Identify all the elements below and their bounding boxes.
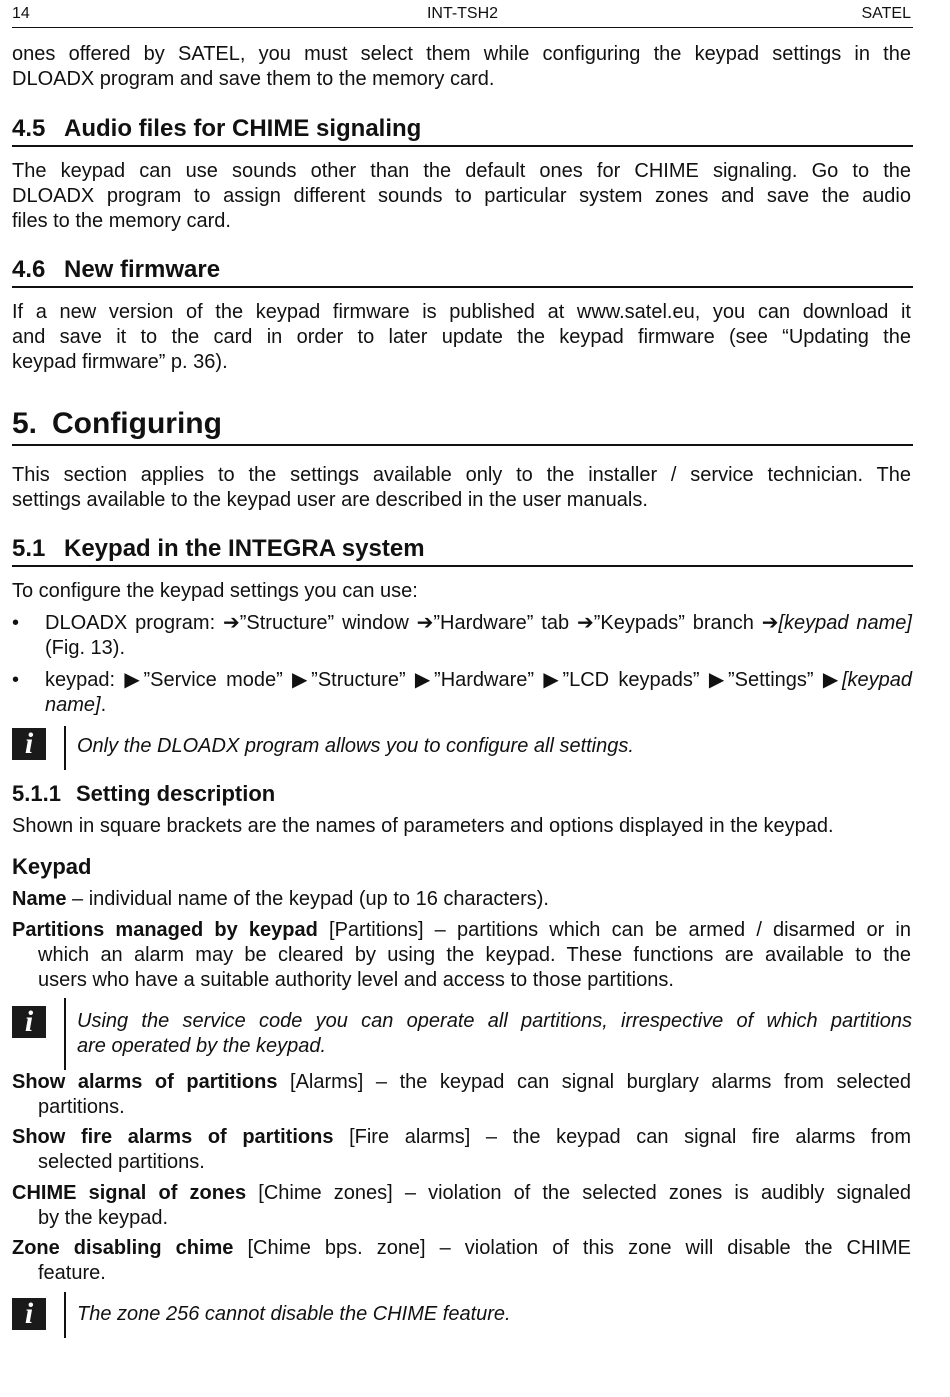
text-line: settings available to the keypad user are described in the user manuals. <box>12 489 648 511</box>
text-line: This section applies to the settings available only to the installer / service technician. The <box>12 464 911 486</box>
bullet-text-part: . <box>100 694 107 716</box>
definition-zone-disabling-chime <box>12 1236 911 1286</box>
bullet-dot: • <box>12 612 20 634</box>
definition-term: Show alarms of partitions <box>12 1071 278 1093</box>
note-text: The zone 256 cannot disable the CHIME feature. <box>77 1303 511 1325</box>
definition-text: [Fire alarms] – the keypad can signal fire alarms from <box>333 1126 911 1148</box>
text-line: DLOADX program and save them to the memory card. <box>12 68 495 90</box>
section-title: Audio files for CHIME signaling <box>64 115 422 142</box>
definition-text: [Chime bps. zone] – violation of this zone will disable the CHIME <box>233 1237 911 1259</box>
definition-text: [Partitions] – partitions which can be armed / disarmed or in <box>317 919 912 941</box>
note-dloadx-only <box>12 726 912 770</box>
text-line: which an alarm may be cleared by using the keypad. These functions are available to the <box>38 944 911 966</box>
brand-name: SATEL <box>861 5 911 22</box>
section-5-1-heading <box>12 534 913 567</box>
bullet-dloadx <box>12 611 912 661</box>
section-title: Configuring <box>52 407 222 440</box>
note-divider <box>64 998 66 1070</box>
text-line: DLOADX program to assign different sounds to particular system zones and save the audio <box>12 185 911 207</box>
info-icon: i <box>12 1006 46 1038</box>
bullet-text <box>45 668 912 718</box>
section-title: Setting description <box>76 781 276 806</box>
definition-text: – individual name of the keypad (up to 16 characters). <box>66 888 549 910</box>
section-4-6-heading <box>12 255 913 288</box>
definition-show-alarms <box>12 1070 911 1120</box>
section-4-6-paragraph <box>12 300 911 375</box>
section-number: 5. <box>12 407 38 440</box>
bullet-text-part: (Fig. 13). <box>45 637 126 659</box>
text-line <box>12 918 911 943</box>
definition-term: Name <box>12 888 67 910</box>
section-4-5-heading <box>12 114 913 147</box>
text-line: feature. <box>38 1262 106 1284</box>
text-line: The keypad can use sounds other than the default ones for CHIME signaling. Go to the <box>12 160 911 182</box>
definition-fire-alarms <box>12 1125 911 1175</box>
definition-term: Show fire alarms of partitions <box>12 1126 334 1148</box>
text-line: by the keypad. <box>38 1207 169 1229</box>
definition-text: [Alarms] – the keypad can signal burglary alarms from selected <box>277 1071 911 1093</box>
text-line: partitions. <box>38 1096 125 1118</box>
definition-term: Partitions managed by keypad <box>12 919 318 941</box>
text-line: and save it to the card in order to later update the keypad firmware (see “Updating the <box>12 326 911 348</box>
section-5-heading <box>12 406 913 446</box>
definition-term: Zone disabling chime <box>12 1237 234 1259</box>
bullet-text-italic: [keypad name] <box>778 612 912 634</box>
text-line: keypad firmware” p. 36). <box>12 351 228 373</box>
bullet-text-part: keypad: ▶”Service mode” ▶”Structure” ▶”Hardware” ▶”LCD keypads” ▶”Settings” ▶ <box>45 669 842 691</box>
section-title: New firmware <box>64 256 221 283</box>
text-line: users who have a suitable authority level and access to those partitions. <box>38 969 674 991</box>
document-title: INT-TSH2 <box>426 5 499 22</box>
section-number: 5.1 <box>12 535 46 562</box>
bullet-keypad <box>12 668 912 718</box>
section-5-1-intro: To configure the keypad settings you can use: <box>12 580 418 602</box>
definition-text: [Chime zones] – violation of the selected zones is audibly signaled <box>246 1182 911 1204</box>
text-line: are operated by the keypad. <box>77 1035 327 1057</box>
section-title: Keypad in the INTEGRA system <box>64 535 425 562</box>
note-zone-256 <box>12 1292 912 1338</box>
definition-chime-zones <box>12 1181 911 1231</box>
note-service-code <box>12 998 912 1070</box>
section-5-paragraph <box>12 463 911 513</box>
info-icon: i <box>12 1298 46 1330</box>
text-line <box>12 1236 911 1261</box>
text-line <box>12 1125 911 1150</box>
text-line <box>12 1070 911 1095</box>
section-4-5-paragraph <box>12 159 911 234</box>
note-text <box>77 998 912 1059</box>
keypad-heading: Keypad <box>12 854 92 879</box>
note-divider <box>64 1292 66 1338</box>
section-number: 4.6 <box>12 256 46 283</box>
definition-name <box>12 887 911 912</box>
note-divider <box>64 726 66 770</box>
info-icon: i <box>12 728 46 760</box>
bullet-text-italic: [keypad name] <box>45 669 912 716</box>
text-line: Using the service code you can operate all partitions, irrespective of which partitions <box>77 1010 912 1032</box>
intro-paragraph <box>12 42 911 92</box>
section-5-1-1-heading <box>12 780 275 808</box>
bullet-dot: • <box>12 669 20 691</box>
text-line <box>12 1181 911 1206</box>
text-line: If a new version of the keypad firmware is published at www.satel.eu, you can download it <box>12 301 911 323</box>
page-number: 14 <box>12 5 30 22</box>
text-line: selected partitions. <box>38 1151 205 1173</box>
definition-term: CHIME signal of zones <box>12 1182 247 1204</box>
definition-partitions <box>12 918 911 993</box>
bullet-text <box>45 611 912 661</box>
text-line: files to the memory card. <box>12 210 231 232</box>
note-text: Only the DLOADX program allows you to configure all settings. <box>77 735 634 757</box>
section-number: 4.5 <box>12 115 46 142</box>
page-header <box>12 3 913 28</box>
section-5-1-1-paragraph: Shown in square brackets are the names of parameters and options displayed in the keypad. <box>12 815 834 837</box>
text-line: ones offered by SATEL, you must select them while configuring the keypad settings in the <box>12 43 911 65</box>
section-number: 5.1.1 <box>12 781 61 806</box>
bullet-text-part: DLOADX program: ➔”Structure” window ➔”Hardware” tab ➔”Keypads” branch ➔ <box>45 612 779 634</box>
